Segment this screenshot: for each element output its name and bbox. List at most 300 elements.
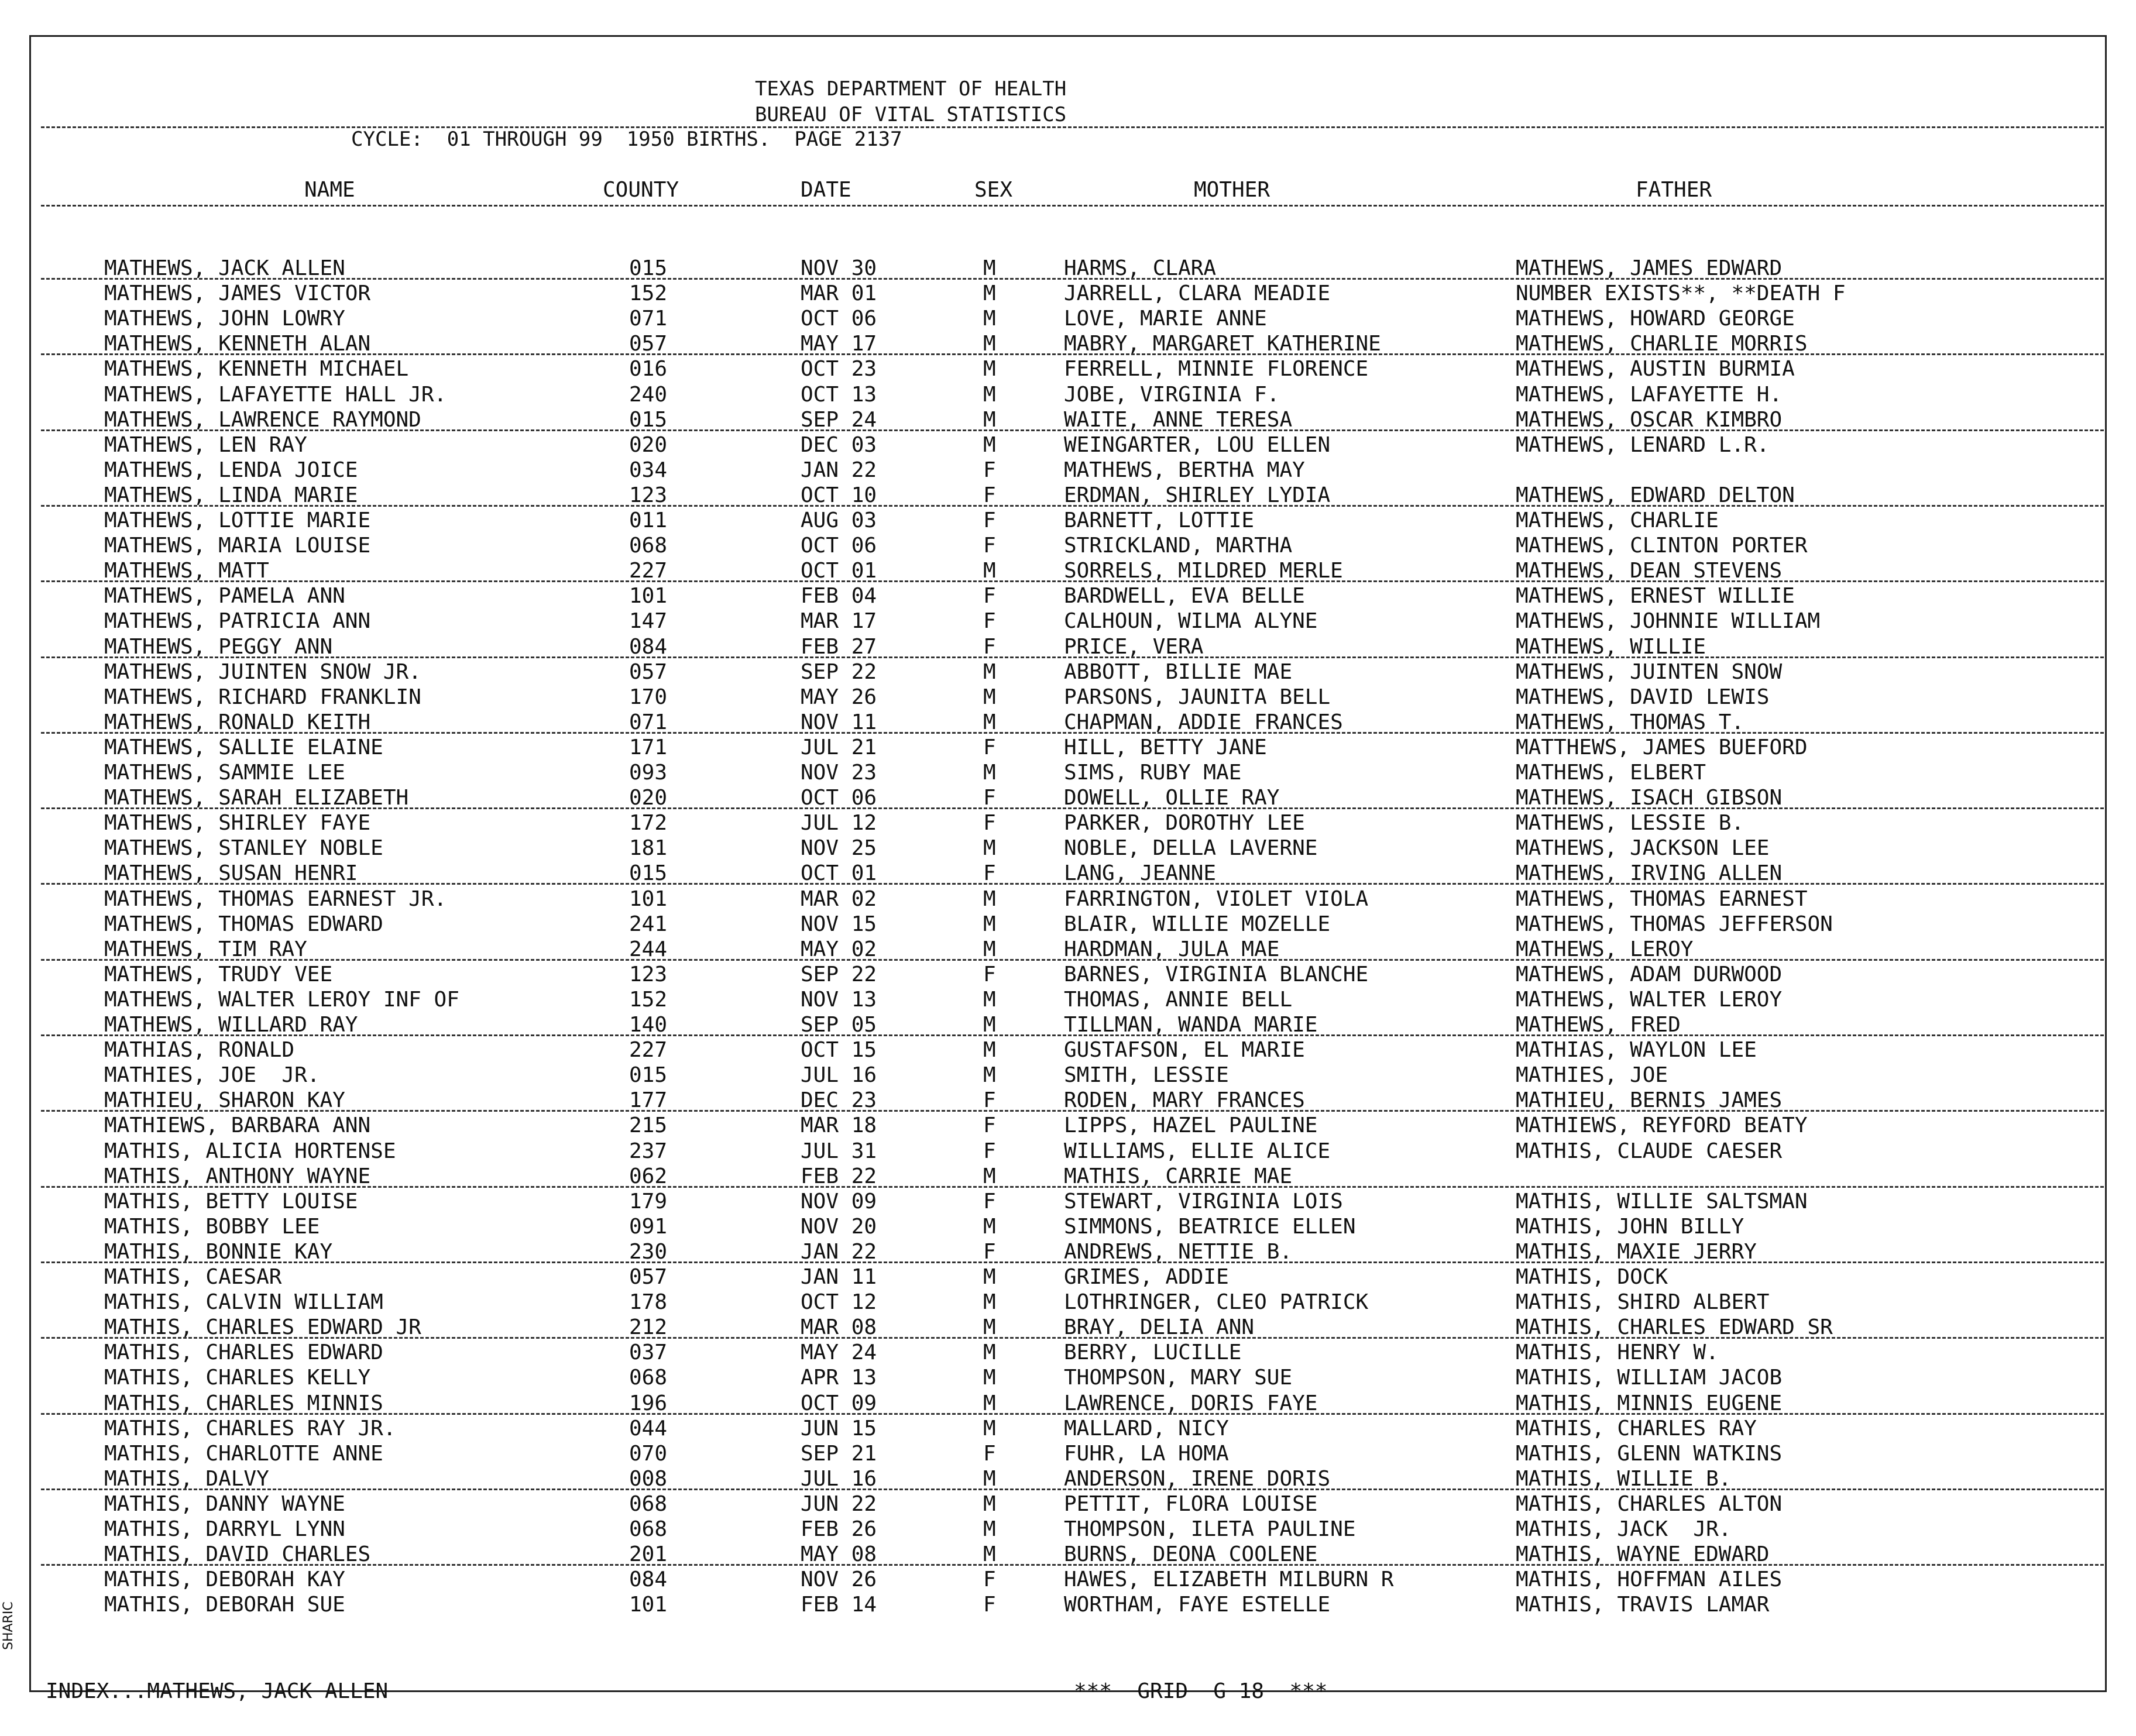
record-date: OCT 06 xyxy=(801,307,877,331)
table-row xyxy=(0,710,2136,735)
record-sex: F xyxy=(983,1567,996,1591)
record-father: MATHEWS, IRVING ALLEN xyxy=(1516,861,1783,885)
record-name: MATHEWS, SUSAN HENRI xyxy=(104,861,358,885)
record-date: NOV 23 xyxy=(801,761,877,785)
record-mother: PARKER, DOROTHY LEE xyxy=(1064,811,1305,835)
record-mother: HARDMAN, JULA MAE xyxy=(1064,937,1280,961)
record-sex: F xyxy=(983,635,996,659)
record-name: MATHEWS, JAMES VICTOR xyxy=(104,281,371,305)
record-county: 237 xyxy=(629,1139,668,1163)
record-mother: WAITE, ANNE TERESA xyxy=(1064,408,1293,432)
record-date: SEP 24 xyxy=(801,408,877,432)
row-separator xyxy=(41,278,2104,280)
record-date: DEC 23 xyxy=(801,1088,877,1112)
record-sex: M xyxy=(983,559,996,583)
record-county: 084 xyxy=(629,635,668,659)
table-row xyxy=(0,1391,2136,1416)
record-date: SEP 22 xyxy=(801,962,877,986)
record-sex: F xyxy=(983,609,996,633)
record-mother: THOMPSON, MARY SUE xyxy=(1064,1366,1293,1390)
table-row xyxy=(0,356,2136,381)
record-mother: BARDWELL, EVA BELLE xyxy=(1064,584,1305,608)
column-header-name: NAME xyxy=(304,178,355,202)
record-county: 152 xyxy=(629,988,668,1012)
row-separator xyxy=(41,1413,2104,1415)
record-mother: STRICKLAND, MARTHA xyxy=(1064,534,1293,558)
table-row xyxy=(0,1164,2136,1189)
record-county: 101 xyxy=(629,887,668,911)
record-mother: HAWES, ELIZABETH MILBURN R xyxy=(1064,1567,1394,1591)
table-row xyxy=(0,331,2136,356)
record-name: MATHIS, ALICIA HORTENSE xyxy=(104,1139,396,1163)
record-mother: SORRELS, MILDRED MERLE xyxy=(1064,559,1343,583)
record-name: MATHIES, JOE JR. xyxy=(104,1063,320,1087)
record-sex: F xyxy=(983,861,996,885)
record-sex: M xyxy=(983,1542,996,1566)
record-mother: PETTIT, FLORA LOUISE xyxy=(1064,1492,1318,1516)
record-name: MATHEWS, JOHN LOWRY xyxy=(104,307,345,331)
record-date: OCT 06 xyxy=(801,786,877,810)
record-sex: M xyxy=(983,1467,996,1491)
record-name: MATHEWS, SALLIE ELAINE xyxy=(104,735,383,759)
table-row xyxy=(0,1214,2136,1239)
record-sex: M xyxy=(983,1340,996,1364)
table-row xyxy=(0,432,2136,458)
record-father: MATHIS, CHARLES EDWARD SR xyxy=(1516,1315,1833,1339)
table-row xyxy=(0,1365,2136,1390)
record-mother: ERDMAN, SHIRLEY LYDIA xyxy=(1064,483,1331,507)
record-date: JUL 12 xyxy=(801,811,877,835)
record-county: 068 xyxy=(629,1517,668,1541)
record-name: MATHIS, CHARLOTTE ANNE xyxy=(104,1442,383,1466)
record-father: MATHEWS, ADAM DURWOOD xyxy=(1516,962,1783,986)
record-name: MATHIS, CHARLES RAY JR. xyxy=(104,1417,396,1441)
row-separator xyxy=(41,1337,2104,1339)
record-mother: LIPPS, HAZEL PAULINE xyxy=(1064,1113,1318,1137)
record-sex: M xyxy=(983,988,996,1012)
record-father: MATHEWS, ISACH GIBSON xyxy=(1516,786,1783,810)
record-name: MATHIS, DEBORAH KAY xyxy=(104,1567,345,1591)
record-date: MAR 08 xyxy=(801,1315,877,1339)
record-mother: MATHEWS, BERTHA MAY xyxy=(1064,458,1305,482)
record-county: 101 xyxy=(629,1593,668,1617)
record-sex: F xyxy=(983,1593,996,1617)
record-sex: F xyxy=(983,786,996,810)
record-mother: NOBLE, DELLA LAVERNE xyxy=(1064,836,1318,860)
table-row xyxy=(0,1037,2136,1063)
record-county: 057 xyxy=(629,1265,668,1289)
record-county: 201 xyxy=(629,1542,668,1566)
row-separator xyxy=(41,580,2104,582)
record-sex: F xyxy=(983,508,996,532)
record-date: FEB 04 xyxy=(801,584,877,608)
column-header-divider xyxy=(41,205,2104,207)
record-father: MATHIS, JOHN BILLY xyxy=(1516,1215,1744,1239)
record-mother: MABRY, MARGARET KATHERINE xyxy=(1064,332,1381,356)
record-date: NOV 26 xyxy=(801,1567,877,1591)
record-name: MATHEWS, JUINTEN SNOW JR. xyxy=(104,660,421,684)
record-name: MATHEWS, PATRICIA ANN xyxy=(104,609,371,633)
record-sex: M xyxy=(983,685,996,709)
record-name: MATHEWS, SHIRLEY FAYE xyxy=(104,811,371,835)
record-sex: M xyxy=(983,281,996,305)
record-sex: F xyxy=(983,584,996,608)
record-date: OCT 10 xyxy=(801,483,877,507)
record-sex: M xyxy=(983,761,996,785)
record-sex: F xyxy=(983,735,996,759)
record-name: MATHEWS, PEGGY ANN xyxy=(104,635,333,659)
record-father: MATTHEWS, JAMES BUEFORD xyxy=(1516,735,1808,759)
row-separator xyxy=(41,656,2104,658)
record-mother: RODEN, MARY FRANCES xyxy=(1064,1088,1305,1112)
record-name: MATHEWS, LOTTIE MARIE xyxy=(104,508,371,532)
record-sex: M xyxy=(983,1013,996,1037)
record-sex: M xyxy=(983,433,996,457)
record-name: MATHIS, CHARLES EDWARD JR xyxy=(104,1315,421,1339)
record-mother: FERRELL, MINNIE FLORENCE xyxy=(1064,357,1369,381)
record-date: SEP 21 xyxy=(801,1442,877,1466)
record-mother: WEINGARTER, LOU ELLEN xyxy=(1064,433,1331,457)
record-name: MATHEWS, TIM RAY xyxy=(104,937,307,961)
record-date: NOV 13 xyxy=(801,988,877,1012)
department-title: TEXAS DEPARTMENT OF HEALTH xyxy=(755,77,1067,101)
record-date: SEP 22 xyxy=(801,660,877,684)
record-county: 147 xyxy=(629,609,668,633)
record-date: JUL 31 xyxy=(801,1139,877,1163)
record-mother: BERRY, LUCILLE xyxy=(1064,1340,1242,1364)
record-name: MATHIS, BONNIE KAY xyxy=(104,1240,333,1264)
record-mother: PARSONS, JAUNITA BELL xyxy=(1064,685,1331,709)
record-mother: MALLARD, NICY xyxy=(1064,1417,1229,1441)
record-mother: CALHOUN, WILMA ALYNE xyxy=(1064,609,1318,633)
record-county: 015 xyxy=(629,408,668,432)
record-sex: M xyxy=(983,408,996,432)
record-county: 170 xyxy=(629,685,668,709)
record-date: FEB 27 xyxy=(801,635,877,659)
record-date: MAY 17 xyxy=(801,332,877,356)
record-county: 091 xyxy=(629,1215,668,1239)
record-mother: BARNETT, LOTTIE xyxy=(1064,508,1255,532)
record-sex: M xyxy=(983,937,996,961)
row-separator xyxy=(41,1564,2104,1566)
record-county: 177 xyxy=(629,1088,668,1112)
record-sex: M xyxy=(983,887,996,911)
table-row xyxy=(0,558,2136,583)
record-mother: DOWELL, OLLIE RAY xyxy=(1064,786,1280,810)
table-row xyxy=(0,382,2136,407)
record-county: 196 xyxy=(629,1391,668,1415)
table-row xyxy=(0,1290,2136,1315)
row-separator xyxy=(41,429,2104,431)
row-separator xyxy=(41,1034,2104,1036)
record-county: 016 xyxy=(629,357,668,381)
record-date: SEP 05 xyxy=(801,1013,877,1037)
record-name: MATHEWS, RONALD KEITH xyxy=(104,710,371,734)
record-date: DEC 03 xyxy=(801,433,877,457)
record-mother: THOMAS, ANNIE BELL xyxy=(1064,988,1293,1012)
record-county: 015 xyxy=(629,861,668,885)
record-name: MATHEWS, LENDA JOICE xyxy=(104,458,358,482)
record-mother: SMITH, LESSIE xyxy=(1064,1063,1229,1087)
record-date: OCT 01 xyxy=(801,559,877,583)
table-row xyxy=(0,962,2136,987)
record-date: JUL 16 xyxy=(801,1467,877,1491)
record-county: 181 xyxy=(629,836,668,860)
table-row xyxy=(0,1466,2136,1491)
record-sex: M xyxy=(983,1215,996,1239)
record-sex: M xyxy=(983,307,996,331)
bureau-title: BUREAU OF VITAL STATISTICS xyxy=(755,103,1067,126)
table-row xyxy=(0,634,2136,659)
record-date: OCT 09 xyxy=(801,1391,877,1415)
record-name: MATHEWS, KENNETH ALAN xyxy=(104,332,371,356)
record-mother: LAWRENCE, DORIS FAYE xyxy=(1064,1391,1318,1415)
record-name: MATHEWS, LAFAYETTE HALL JR. xyxy=(104,383,447,407)
record-date: MAY 26 xyxy=(801,685,877,709)
record-sex: F xyxy=(983,458,996,482)
record-sex: M xyxy=(983,710,996,734)
record-mother: LOTHRINGER, CLEO PATRICK xyxy=(1064,1290,1369,1314)
record-name: MATHIS, BETTY LOUISE xyxy=(104,1190,358,1214)
record-name: MATHIS, CAESAR xyxy=(104,1265,282,1289)
record-sex: F xyxy=(983,1442,996,1466)
record-county: 071 xyxy=(629,307,668,331)
record-name: MATHIS, DARRYL LYNN xyxy=(104,1517,345,1541)
record-county: 008 xyxy=(629,1467,668,1491)
record-county: 015 xyxy=(629,256,668,280)
record-father: MATHIS, CLAUDE CAESER xyxy=(1516,1139,1783,1163)
record-sex: F xyxy=(983,1113,996,1137)
record-father: MATHEWS, THOMAS T. xyxy=(1516,710,1744,734)
record-father: MATHIS, MAXIE JERRY xyxy=(1516,1240,1757,1264)
table-row xyxy=(0,1542,2136,1567)
record-father: MATHEWS, JOHNNIE WILLIAM xyxy=(1516,609,1821,633)
record-father: MATHEWS, CHARLIE MORRIS xyxy=(1516,332,1808,356)
table-row xyxy=(0,912,2136,937)
record-name: MATHEWS, TRUDY VEE xyxy=(104,962,333,986)
record-mother: ANDREWS, NETTIE B. xyxy=(1064,1240,1293,1264)
record-father: MATHEWS, DEAN STEVENS xyxy=(1516,559,1783,583)
record-name: MATHEWS, RICHARD FRANKLIN xyxy=(104,685,421,709)
record-date: MAY 24 xyxy=(801,1340,877,1364)
record-county: 152 xyxy=(629,281,668,305)
table-row xyxy=(0,458,2136,483)
record-name: MATHEWS, LEN RAY xyxy=(104,433,307,457)
record-sex: M xyxy=(983,1391,996,1415)
record-date: MAR 01 xyxy=(801,281,877,305)
record-name: MATHIS, DAVID CHARLES xyxy=(104,1542,371,1566)
record-sex: M xyxy=(983,357,996,381)
table-row xyxy=(0,1592,2136,1617)
record-mother: CHAPMAN, ADDIE FRANCES xyxy=(1064,710,1343,734)
record-name: MATHIS, CHARLES KELLY xyxy=(104,1366,371,1390)
record-mother: JARRELL, CLARA MEADIE xyxy=(1064,281,1331,305)
record-date: MAR 18 xyxy=(801,1113,877,1137)
record-mother: HARMS, CLARA xyxy=(1064,256,1217,280)
record-father: MATHIS, DOCK xyxy=(1516,1265,1668,1289)
record-county: 172 xyxy=(629,811,668,835)
record-county: 011 xyxy=(629,508,668,532)
record-sex: M xyxy=(983,912,996,936)
row-separator xyxy=(41,505,2104,507)
record-county: 171 xyxy=(629,735,668,759)
record-name: MATHEWS, PAMELA ANN xyxy=(104,584,345,608)
record-father: MATHEWS, JUINTEN SNOW xyxy=(1516,660,1783,684)
record-county: 057 xyxy=(629,660,668,684)
record-county: 015 xyxy=(629,1063,668,1087)
record-name: MATHEWS, SAMMIE LEE xyxy=(104,761,345,785)
record-mother: BRAY, DELIA ANN xyxy=(1064,1315,1255,1339)
record-date: JAN 22 xyxy=(801,458,877,482)
record-date: APR 13 xyxy=(801,1366,877,1390)
record-county: 020 xyxy=(629,433,668,457)
record-date: JUN 22 xyxy=(801,1492,877,1516)
record-mother: BLAIR, WILLIE MOZELLE xyxy=(1064,912,1331,936)
table-row xyxy=(0,886,2136,912)
record-sex: M xyxy=(983,1063,996,1087)
record-father: MATHIAS, WAYLON LEE xyxy=(1516,1038,1757,1062)
record-sex: F xyxy=(983,534,996,558)
record-name: MATHEWS, LAWRENCE RAYMOND xyxy=(104,408,421,432)
table-row xyxy=(0,483,2136,508)
record-date: JUN 15 xyxy=(801,1417,877,1441)
record-sex: M xyxy=(983,1517,996,1541)
record-county: 071 xyxy=(629,710,668,734)
record-sex: M xyxy=(983,836,996,860)
record-county: 034 xyxy=(629,458,668,482)
record-county: 037 xyxy=(629,1340,668,1364)
record-father: MATHEWS, EDWARD DELTON xyxy=(1516,483,1795,507)
record-sex: M xyxy=(983,1366,996,1390)
table-row xyxy=(0,1139,2136,1164)
record-father: MATHEWS, OSCAR KIMBRO xyxy=(1516,408,1783,432)
record-name: MATHIS, DEBORAH SUE xyxy=(104,1593,345,1617)
record-sex: M xyxy=(983,660,996,684)
table-row xyxy=(0,508,2136,533)
record-name: MATHIS, DANNY WAYNE xyxy=(104,1492,345,1516)
record-mother: STEWART, VIRGINIA LOIS xyxy=(1064,1190,1343,1214)
record-county: 123 xyxy=(629,483,668,507)
row-separator xyxy=(41,732,2104,734)
record-county: 241 xyxy=(629,912,668,936)
table-row xyxy=(0,685,2136,710)
record-date: OCT 15 xyxy=(801,1038,877,1062)
table-row xyxy=(0,256,2136,281)
record-county: 084 xyxy=(629,1567,668,1591)
column-header-father: FATHER xyxy=(1636,178,1712,202)
record-father: MATHIS, CHARLES RAY xyxy=(1516,1417,1757,1441)
table-row xyxy=(0,1441,2136,1466)
record-father: MATHEWS, LENARD L.R. xyxy=(1516,433,1770,457)
record-county: 070 xyxy=(629,1442,668,1466)
record-county: 068 xyxy=(629,534,668,558)
record-sex: F xyxy=(983,962,996,986)
record-father: MATHIS, WAYNE EDWARD xyxy=(1516,1542,1770,1566)
record-father: NUMBER EXISTS**, **DEATH F xyxy=(1516,281,1846,305)
table-row xyxy=(0,609,2136,634)
row-separator xyxy=(41,807,2104,809)
record-sex: M xyxy=(983,1315,996,1339)
record-county: 044 xyxy=(629,1417,668,1441)
table-row xyxy=(0,1491,2136,1517)
record-mother: FARRINGTON, VIOLET VIOLA xyxy=(1064,887,1369,911)
record-father: MATHIS, GLENN WATKINS xyxy=(1516,1442,1783,1466)
table-row xyxy=(0,1567,2136,1592)
record-sex: M xyxy=(983,1492,996,1516)
record-name: MATHIS, ANTHONY WAYNE xyxy=(104,1164,371,1188)
table-row xyxy=(0,987,2136,1012)
record-county: 062 xyxy=(629,1164,668,1188)
table-row xyxy=(0,583,2136,609)
table-row xyxy=(0,785,2136,810)
record-mother: LOVE, MARIE ANNE xyxy=(1064,307,1267,331)
table-row xyxy=(0,735,2136,760)
record-name: MATHEWS, WILLARD RAY xyxy=(104,1013,358,1037)
record-date: JAN 11 xyxy=(801,1265,877,1289)
table-row xyxy=(0,281,2136,306)
record-father: MATHIS, TRAVIS LAMAR xyxy=(1516,1593,1770,1617)
record-date: FEB 22 xyxy=(801,1164,877,1188)
header-divider xyxy=(41,126,2104,128)
table-row xyxy=(0,861,2136,886)
record-father: MATHIS, WILLIAM JACOB xyxy=(1516,1366,1783,1390)
table-row xyxy=(0,760,2136,785)
record-father: MATHEWS, JAMES EDWARD xyxy=(1516,256,1783,280)
table-row xyxy=(0,1189,2136,1214)
record-county: 101 xyxy=(629,584,668,608)
record-county: 215 xyxy=(629,1113,668,1137)
record-sex: F xyxy=(983,483,996,507)
table-row xyxy=(0,836,2136,861)
column-header-county: COUNTY xyxy=(603,178,679,202)
record-father: MATHEWS, CHARLIE xyxy=(1516,508,1719,532)
row-separator xyxy=(41,1110,2104,1112)
record-county: 140 xyxy=(629,1013,668,1037)
record-name: MATHEWS, STANLEY NOBLE xyxy=(104,836,383,860)
record-county: 227 xyxy=(629,559,668,583)
record-date: NOV 25 xyxy=(801,836,877,860)
record-sex: F xyxy=(983,811,996,835)
record-name: MATHIS, CALVIN WILLIAM xyxy=(104,1290,383,1314)
record-mother: SIMMONS, BEATRICE ELLEN xyxy=(1064,1215,1356,1239)
record-date: FEB 26 xyxy=(801,1517,877,1541)
row-separator xyxy=(41,1186,2104,1188)
record-father: MATHEWS, CLINTON PORTER xyxy=(1516,534,1808,558)
record-name: MATHIEU, SHARON KAY xyxy=(104,1088,345,1112)
record-county: 057 xyxy=(629,332,668,356)
record-sex: M xyxy=(983,1164,996,1188)
table-row xyxy=(0,1113,2136,1138)
row-separator xyxy=(41,1261,2104,1263)
record-date: NOV 09 xyxy=(801,1190,877,1214)
record-father: MATHEWS, WALTER LEROY xyxy=(1516,988,1783,1012)
record-father: MATHEWS, WILLIE xyxy=(1516,635,1706,659)
record-name: MATHEWS, MATT xyxy=(104,559,269,583)
record-father: MATHEWS, LEROY xyxy=(1516,937,1694,961)
record-sex: F xyxy=(983,1190,996,1214)
record-date: MAR 17 xyxy=(801,609,877,633)
record-father: MATHEWS, JACKSON LEE xyxy=(1516,836,1770,860)
record-mother: PRICE, VERA xyxy=(1064,635,1204,659)
record-father: MATHIES, JOE xyxy=(1516,1063,1668,1087)
table-row xyxy=(0,937,2136,962)
record-sex: F xyxy=(983,1240,996,1264)
side-label: SHARIC xyxy=(1,1601,16,1650)
record-date: NOV 20 xyxy=(801,1215,877,1239)
record-father: MATHEWS, LESSIE B. xyxy=(1516,811,1744,835)
record-name: MATHIS, CHARLES MINNIS xyxy=(104,1391,383,1415)
record-mother: FUHR, LA HOMA xyxy=(1064,1442,1229,1466)
